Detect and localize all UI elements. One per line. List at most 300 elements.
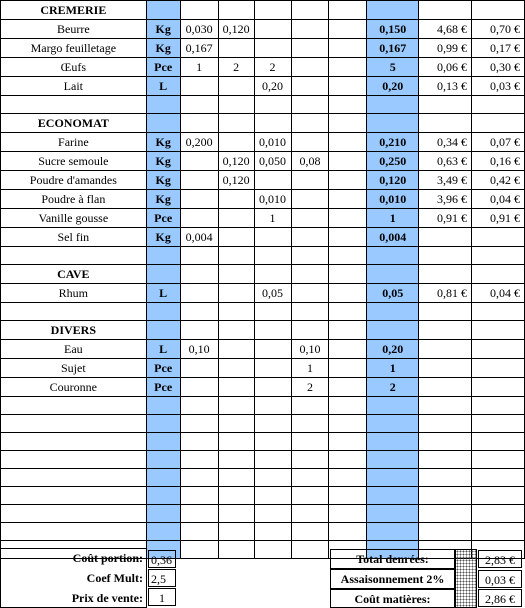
unit-price-cell[interactable] (419, 359, 472, 378)
quantity-cell[interactable] (180, 114, 218, 133)
empty-cell[interactable] (1, 523, 147, 541)
unit-price-cell[interactable] (419, 378, 472, 397)
line-cost-cell[interactable] (472, 415, 525, 433)
quantity-cell[interactable]: 0,030 (180, 20, 218, 39)
unit-price-cell[interactable] (419, 469, 472, 487)
total-quantity-cell[interactable] (367, 247, 419, 265)
quantity-cell[interactable]: 0,120 (218, 152, 254, 171)
empty-cell[interactable] (1, 433, 147, 451)
quantity-cell[interactable] (218, 340, 254, 359)
line-cost-cell[interactable] (472, 505, 525, 523)
quantity-cell[interactable]: 1 (180, 58, 218, 77)
ingredient-name[interactable]: Sel fin (1, 228, 147, 247)
quantity-cell[interactable] (218, 451, 254, 469)
quantity-cell[interactable] (218, 397, 254, 415)
line-cost-cell[interactable] (472, 321, 525, 340)
total-quantity-cell[interactable] (367, 1, 419, 20)
total-quantity-cell[interactable]: 1 (367, 209, 419, 228)
unit-cell[interactable]: Pce (146, 359, 180, 378)
total-quantity-cell[interactable]: 0,150 (367, 20, 419, 39)
unit-cell[interactable] (146, 321, 180, 340)
total-quantity-cell[interactable]: 0,120 (367, 171, 419, 190)
quantity-cell[interactable] (291, 523, 329, 541)
quantity-cell[interactable] (254, 433, 291, 451)
quantity-cell[interactable] (218, 505, 254, 523)
quantity-cell[interactable] (291, 321, 329, 340)
quantity-cell[interactable] (218, 96, 254, 114)
quantity-cell[interactable] (254, 171, 291, 190)
quantity-cell[interactable] (329, 133, 367, 152)
unit-cell[interactable]: Kg (146, 152, 180, 171)
line-cost-cell[interactable] (472, 433, 525, 451)
quantity-cell[interactable] (291, 451, 329, 469)
unit-cell[interactable] (146, 247, 180, 265)
quantity-cell[interactable] (291, 96, 329, 114)
quantity-cell[interactable] (180, 523, 218, 541)
quantity-cell[interactable] (180, 190, 218, 209)
ingredient-name[interactable]: Eau (1, 340, 147, 359)
quantity-cell[interactable] (329, 1, 367, 20)
unit-cell[interactable] (146, 505, 180, 523)
unit-price-cell[interactable] (419, 228, 472, 247)
quantity-cell[interactable] (291, 433, 329, 451)
unit-cell[interactable] (146, 433, 180, 451)
quantity-cell[interactable] (291, 469, 329, 487)
quantity-cell[interactable] (329, 340, 367, 359)
quantity-cell[interactable] (218, 228, 254, 247)
prix-vente-value[interactable]: 1 (148, 588, 176, 606)
quantity-cell[interactable] (291, 487, 329, 505)
quantity-cell[interactable]: 0,200 (180, 133, 218, 152)
quantity-cell[interactable] (180, 96, 218, 114)
line-cost-cell[interactable]: 0,17 € (472, 39, 525, 58)
quantity-cell[interactable] (254, 469, 291, 487)
unit-price-cell[interactable] (419, 397, 472, 415)
total-quantity-cell[interactable]: 0,010 (367, 190, 419, 209)
ingredient-name[interactable]: Couronne (1, 378, 147, 397)
unit-price-cell[interactable]: 4,68 € (419, 20, 472, 39)
quantity-cell[interactable] (329, 228, 367, 247)
quantity-cell[interactable]: 0,120 (218, 20, 254, 39)
total-quantity-cell[interactable] (367, 321, 419, 340)
quantity-cell[interactable] (329, 505, 367, 523)
quantity-cell[interactable] (180, 321, 218, 340)
line-cost-cell[interactable]: 0,04 € (472, 190, 525, 209)
quantity-cell[interactable] (329, 284, 367, 303)
line-cost-cell[interactable] (472, 359, 525, 378)
quantity-cell[interactable] (254, 228, 291, 247)
ingredient-row (1, 359, 525, 378)
total-quantity-cell[interactable]: 0,05 (367, 284, 419, 303)
quantity-cell[interactable] (218, 433, 254, 451)
quantity-cell[interactable] (291, 415, 329, 433)
line-cost-cell[interactable] (472, 96, 525, 114)
total-quantity-cell[interactable]: 0,210 (367, 133, 419, 152)
unit-price-cell[interactable] (419, 340, 472, 359)
quantity-cell[interactable] (291, 171, 329, 190)
quantity-cell[interactable] (254, 1, 291, 20)
line-cost-cell[interactable] (472, 1, 525, 20)
line-cost-cell[interactable] (472, 487, 525, 505)
quantity-cell[interactable]: 2 (291, 378, 329, 397)
line-cost-cell[interactable]: 0,70 € (472, 20, 525, 39)
quantity-cell[interactable] (329, 39, 367, 58)
unit-price-cell[interactable]: 3,49 € (419, 171, 472, 190)
quantity-cell[interactable] (329, 247, 367, 265)
total-quantity-cell[interactable]: 0,167 (367, 39, 419, 58)
quantity-cell[interactable] (254, 20, 291, 39)
quantity-cell[interactable] (329, 209, 367, 228)
empty-cell[interactable] (1, 303, 147, 321)
unit-cell[interactable]: Pce (146, 378, 180, 397)
empty-cell[interactable] (1, 96, 147, 114)
quantity-cell[interactable] (329, 359, 367, 378)
total-quantity-cell[interactable]: 5 (367, 58, 419, 77)
quantity-cell[interactable] (329, 20, 367, 39)
unit-price-cell[interactable] (419, 96, 472, 114)
total-quantity-cell[interactable] (367, 487, 419, 505)
unit-cell[interactable]: Pce (146, 58, 180, 77)
line-cost-cell[interactable]: 0,42 € (472, 171, 525, 190)
quantity-cell[interactable] (254, 397, 291, 415)
ingredient-name[interactable]: Farine (1, 133, 147, 152)
quantity-cell[interactable] (329, 152, 367, 171)
quantity-cell[interactable] (254, 523, 291, 541)
line-cost-cell[interactable]: 0,03 € (472, 77, 525, 96)
total-quantity-cell[interactable]: 1 (367, 359, 419, 378)
quantity-cell[interactable] (329, 433, 367, 451)
total-quantity-cell[interactable] (367, 397, 419, 415)
quantity-cell[interactable] (329, 96, 367, 114)
quantity-cell[interactable] (180, 451, 218, 469)
line-cost-cell[interactable] (472, 378, 525, 397)
unit-cell[interactable] (146, 397, 180, 415)
unit-price-cell[interactable]: 0,63 € (419, 152, 472, 171)
ingredient-row (1, 340, 525, 359)
unit-price-cell[interactable]: 0,06 € (419, 58, 472, 77)
unit-cell[interactable] (146, 523, 180, 541)
unit-cell[interactable]: Kg (146, 20, 180, 39)
quantity-cell[interactable] (218, 303, 254, 321)
line-cost-cell[interactable] (472, 303, 525, 321)
unit-cell[interactable]: Kg (146, 171, 180, 190)
quantity-cell[interactable]: 0,10 (291, 340, 329, 359)
line-cost-cell[interactable] (472, 469, 525, 487)
quantity-cell[interactable] (329, 523, 367, 541)
quantity-cell[interactable] (329, 415, 367, 433)
unit-cell[interactable] (146, 96, 180, 114)
total-quantity-cell[interactable] (367, 415, 419, 433)
unit-cell[interactable]: Pce (146, 209, 180, 228)
quantity-cell[interactable] (180, 415, 218, 433)
quantity-cell[interactable] (329, 265, 367, 284)
assaisonnement-label: Assaisonnement 2% (330, 569, 455, 589)
quantity-cell[interactable]: 1 (254, 209, 291, 228)
unit-cell[interactable] (146, 303, 180, 321)
quantity-cell[interactable] (180, 469, 218, 487)
quantity-cell[interactable] (218, 359, 254, 378)
empty-row (1, 469, 525, 487)
empty-cell[interactable] (1, 469, 147, 487)
quantity-cell[interactable] (254, 340, 291, 359)
quantity-cell[interactable]: 0,20 (254, 77, 291, 96)
total-quantity-cell[interactable] (367, 469, 419, 487)
line-cost-cell[interactable]: 0,04 € (472, 284, 525, 303)
empty-cell[interactable] (1, 505, 147, 523)
quantity-cell[interactable] (218, 77, 254, 96)
quantity-cell[interactable]: 0,004 (180, 228, 218, 247)
ingredient-name[interactable]: Sujet (1, 359, 147, 378)
quantity-cell[interactable] (329, 114, 367, 133)
quantity-cell[interactable] (254, 378, 291, 397)
empty-cell[interactable] (1, 247, 147, 265)
unit-price-cell[interactable] (419, 487, 472, 505)
quantity-cell[interactable]: 0,050 (254, 152, 291, 171)
quantity-cell[interactable] (291, 284, 329, 303)
quantity-cell[interactable] (329, 469, 367, 487)
unit-price-cell[interactable]: 0,13 € (419, 77, 472, 96)
quantity-cell[interactable] (291, 114, 329, 133)
line-cost-cell[interactable]: 0,91 € (472, 209, 525, 228)
section-title: DIVERS (1, 321, 147, 340)
unit-price-cell[interactable] (419, 247, 472, 265)
empty-row (1, 415, 525, 433)
quantity-cell[interactable] (329, 321, 367, 340)
unit-price-cell[interactable] (419, 265, 472, 284)
quantity-cell[interactable] (218, 114, 254, 133)
ingredient-row (1, 209, 525, 228)
quantity-cell[interactable] (218, 247, 254, 265)
quantity-cell[interactable] (218, 39, 254, 58)
quantity-cell[interactable]: 1 (291, 359, 329, 378)
total-denrees-label: Total denrées: (330, 549, 455, 569)
cout-portion-value[interactable]: 0,36 (148, 550, 176, 568)
quantity-cell[interactable]: 0,010 (254, 190, 291, 209)
empty-row (1, 96, 525, 114)
quantity-cell[interactable] (180, 487, 218, 505)
quantity-cell[interactable] (254, 303, 291, 321)
quantity-cell[interactable] (218, 469, 254, 487)
ingredient-name[interactable]: Œufs (1, 58, 147, 77)
unit-price-cell[interactable] (419, 114, 472, 133)
coef-mult-value[interactable]: 2,5 (148, 569, 176, 587)
quantity-cell[interactable] (218, 265, 254, 284)
ingredient-row (1, 284, 525, 303)
quantity-cell[interactable] (180, 1, 218, 20)
quantity-cell[interactable] (218, 284, 254, 303)
quantity-cell[interactable] (291, 58, 329, 77)
quantity-cell[interactable] (329, 397, 367, 415)
quantity-cell[interactable] (291, 265, 329, 284)
unit-price-cell[interactable] (419, 451, 472, 469)
quantity-cell[interactable] (180, 433, 218, 451)
quantity-cell[interactable] (254, 451, 291, 469)
quantity-cell[interactable] (291, 1, 329, 20)
ingredient-name[interactable]: Vanille gousse (1, 209, 147, 228)
unit-cell[interactable]: Kg (146, 190, 180, 209)
quantity-cell[interactable]: 0,167 (180, 39, 218, 58)
quantity-cell[interactable] (218, 487, 254, 505)
line-cost-cell[interactable] (472, 523, 525, 541)
quantity-cell[interactable] (218, 321, 254, 340)
unit-cell[interactable] (146, 415, 180, 433)
unit-price-cell[interactable]: 0,99 € (419, 39, 472, 58)
line-cost-cell[interactable] (472, 247, 525, 265)
quantity-cell[interactable] (291, 77, 329, 96)
quantity-cell[interactable] (180, 378, 218, 397)
quantity-cell[interactable] (254, 247, 291, 265)
quantity-cell[interactable] (180, 77, 218, 96)
quantity-cell[interactable] (180, 303, 218, 321)
ingredient-name[interactable]: Rhum (1, 284, 147, 303)
quantity-cell[interactable] (291, 247, 329, 265)
unit-price-cell[interactable]: 3,96 € (419, 190, 472, 209)
total-quantity-cell[interactable] (367, 433, 419, 451)
empty-cell[interactable] (1, 451, 147, 469)
quantity-cell[interactable] (180, 359, 218, 378)
unit-price-cell[interactable] (419, 1, 472, 20)
quantity-cell[interactable] (218, 1, 254, 20)
quantity-cell[interactable] (180, 152, 218, 171)
unit-cell[interactable]: L (146, 340, 180, 359)
ingredient-name[interactable]: Poudre d'amandes (1, 171, 147, 190)
ingredient-name[interactable]: Poudre à flan (1, 190, 147, 209)
quantity-cell[interactable] (254, 39, 291, 58)
unit-cell[interactable]: L (146, 284, 180, 303)
total-quantity-cell[interactable] (367, 303, 419, 321)
unit-cell[interactable] (146, 1, 180, 20)
quantity-cell[interactable] (329, 378, 367, 397)
line-cost-cell[interactable]: 0,16 € (472, 152, 525, 171)
unit-cell[interactable] (146, 114, 180, 133)
quantity-cell[interactable]: 0,05 (254, 284, 291, 303)
quantity-cell[interactable] (180, 284, 218, 303)
quantity-cell[interactable] (291, 190, 329, 209)
quantity-cell[interactable] (291, 133, 329, 152)
quantity-cell[interactable] (254, 359, 291, 378)
total-quantity-cell[interactable] (367, 114, 419, 133)
unit-price-cell[interactable] (419, 303, 472, 321)
unit-price-cell[interactable] (419, 523, 472, 541)
line-cost-cell[interactable]: 0,07 € (472, 133, 525, 152)
empty-cell[interactable] (1, 397, 147, 415)
unit-cell[interactable]: Kg (146, 39, 180, 58)
unit-price-cell[interactable] (419, 433, 472, 451)
quantity-cell[interactable] (218, 190, 254, 209)
quantity-cell[interactable] (180, 171, 218, 190)
unit-cell[interactable] (146, 451, 180, 469)
quantity-cell[interactable] (180, 247, 218, 265)
unit-price-cell[interactable]: 0,81 € (419, 284, 472, 303)
quantity-cell[interactable] (254, 487, 291, 505)
quantity-cell[interactable] (329, 171, 367, 190)
quantity-cell[interactable] (218, 415, 254, 433)
quantity-cell[interactable] (254, 321, 291, 340)
unit-price-cell[interactable]: 0,91 € (419, 209, 472, 228)
quantity-cell[interactable] (329, 451, 367, 469)
quantity-cell[interactable] (180, 209, 218, 228)
total-quantity-cell[interactable]: 2 (367, 378, 419, 397)
quantity-cell[interactable] (180, 397, 218, 415)
quantity-cell[interactable] (329, 190, 367, 209)
unit-cell[interactable]: Kg (146, 133, 180, 152)
total-quantity-cell[interactable]: 0,250 (367, 152, 419, 171)
unit-price-cell[interactable] (419, 415, 472, 433)
quantity-cell[interactable] (291, 209, 329, 228)
unit-price-cell[interactable]: 0,34 € (419, 133, 472, 152)
quantity-cell[interactable] (254, 505, 291, 523)
total-quantity-cell[interactable] (367, 265, 419, 284)
quantity-cell[interactable]: 0,10 (180, 340, 218, 359)
quantity-cell[interactable]: 2 (254, 58, 291, 77)
total-quantity-cell[interactable] (367, 451, 419, 469)
unit-price-cell[interactable] (419, 321, 472, 340)
line-cost-cell[interactable] (472, 265, 525, 284)
quantity-cell[interactable] (218, 378, 254, 397)
ingredient-name[interactable]: Beurre (1, 20, 147, 39)
unit-cell[interactable] (146, 469, 180, 487)
total-quantity-cell[interactable] (367, 523, 419, 541)
quantity-cell[interactable] (329, 487, 367, 505)
quantity-cell[interactable] (218, 523, 254, 541)
quantity-cell[interactable] (291, 303, 329, 321)
total-quantity-cell[interactable]: 0,20 (367, 340, 419, 359)
line-cost-cell[interactable] (472, 228, 525, 247)
empty-cell[interactable] (1, 487, 147, 505)
total-quantity-cell[interactable]: 0,004 (367, 228, 419, 247)
ingredient-name[interactable]: Lait (1, 77, 147, 96)
unit-price-cell[interactable] (419, 505, 472, 523)
total-quantity-cell[interactable]: 0,20 (367, 77, 419, 96)
quantity-cell[interactable] (291, 39, 329, 58)
quantity-cell[interactable] (291, 228, 329, 247)
quantity-cell[interactable]: 2 (218, 58, 254, 77)
ingredient-name[interactable]: Margo feuilletage (1, 39, 147, 58)
quantity-cell[interactable] (180, 505, 218, 523)
quantity-cell[interactable] (254, 415, 291, 433)
quantity-cell[interactable] (291, 20, 329, 39)
quantity-cell[interactable] (254, 265, 291, 284)
quantity-cell[interactable] (218, 133, 254, 152)
quantity-cell[interactable] (291, 505, 329, 523)
unit-cell[interactable]: Kg (146, 228, 180, 247)
quantity-cell[interactable]: 0,120 (218, 171, 254, 190)
quantity-cell[interactable]: 0,08 (291, 152, 329, 171)
unit-cell[interactable] (146, 487, 180, 505)
line-cost-cell[interactable] (472, 451, 525, 469)
line-cost-cell[interactable] (472, 397, 525, 415)
quantity-cell[interactable] (329, 77, 367, 96)
empty-cell[interactable] (1, 415, 147, 433)
quantity-cell[interactable] (291, 397, 329, 415)
quantity-cell[interactable] (254, 96, 291, 114)
quantity-cell[interactable]: 0,010 (254, 133, 291, 152)
quantity-cell[interactable] (329, 303, 367, 321)
quantity-cell[interactable] (254, 114, 291, 133)
quantity-cell[interactable] (180, 265, 218, 284)
quantity-cell[interactable] (329, 58, 367, 77)
ingredient-name[interactable]: Sucre semoule (1, 152, 147, 171)
unit-cell[interactable]: L (146, 77, 180, 96)
line-cost-cell[interactable] (472, 114, 525, 133)
ingredient-row (1, 133, 525, 152)
quantity-cell[interactable] (218, 209, 254, 228)
line-cost-cell[interactable]: 0,30 € (472, 58, 525, 77)
total-quantity-cell[interactable] (367, 96, 419, 114)
unit-cell[interactable] (146, 265, 180, 284)
total-quantity-cell[interactable] (367, 505, 419, 523)
line-cost-cell[interactable] (472, 340, 525, 359)
